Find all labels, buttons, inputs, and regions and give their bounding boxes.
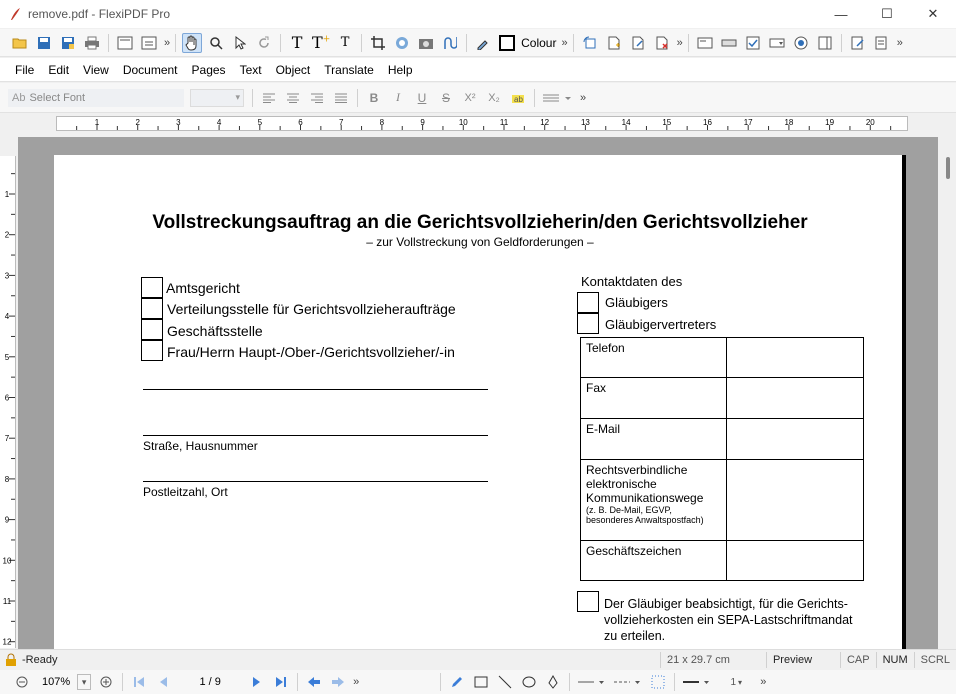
printer-icon	[84, 36, 100, 50]
forward-button[interactable]	[329, 673, 347, 691]
app-logo-icon	[8, 7, 22, 21]
rectangle-tool-button[interactable]	[472, 673, 490, 691]
contact-label-cell[interactable]: E-Mail	[581, 419, 727, 460]
ruler-label: 4	[4, 312, 10, 322]
main-toolbar	[0, 29, 956, 57]
next-page-icon	[251, 676, 263, 688]
ruler-label: 12	[540, 118, 550, 127]
folder-open-icon	[12, 36, 28, 50]
ruler-label: 8	[4, 474, 10, 484]
back-arrow-icon	[307, 676, 321, 688]
status-ready: Ready	[25, 653, 58, 666]
eyedropper-icon	[476, 36, 490, 50]
image-icon	[394, 36, 410, 50]
align-center-button[interactable]	[283, 88, 303, 108]
highlight-button[interactable]	[508, 88, 528, 108]
previous-page-icon	[157, 676, 169, 688]
glaeubiger-label[interactable]: Gläubigers	[605, 295, 668, 310]
ruler-label: 12	[2, 637, 12, 647]
text-tool-button[interactable]	[287, 33, 307, 53]
zoom-out-button[interactable]	[13, 673, 31, 691]
toolbar-overflow[interactable]: »	[561, 36, 566, 49]
form-button-button[interactable]	[719, 33, 739, 53]
form-button-icon	[721, 36, 737, 50]
format-toolbar	[0, 83, 956, 113]
grid-tool-button[interactable]	[649, 673, 667, 691]
menu-text[interactable]: Text	[239, 62, 262, 77]
menu-bar	[0, 58, 956, 82]
strikethrough-button[interactable]	[436, 88, 456, 108]
contact-value-cell[interactable]	[727, 338, 864, 378]
highlight-icon	[510, 91, 526, 105]
glaeubigervertreter-label[interactable]: Gläubigervertreters	[605, 317, 717, 332]
chevron-down-icon: ▾	[235, 92, 240, 102]
zoom-in-icon	[100, 676, 112, 688]
hand-icon	[185, 35, 199, 51]
form-text-field-icon	[697, 36, 713, 50]
street-line[interactable]	[143, 435, 488, 436]
ruler-label: 8	[379, 118, 385, 127]
toolbar-separator	[569, 673, 570, 691]
magnifier-icon	[209, 36, 223, 50]
save-icon	[37, 36, 51, 50]
status-bar	[0, 649, 956, 669]
vertical-ruler	[0, 156, 16, 648]
save-as-icon	[61, 36, 75, 50]
sepa-text-line-1[interactable]: Der Gläubiger beabsichtigt, für die Gerichts-	[604, 597, 848, 611]
form-radio-icon	[794, 36, 808, 50]
zoom-dropdown[interactable]	[77, 674, 91, 690]
page-add-icon	[607, 36, 621, 50]
eyedropper-button[interactable]	[473, 33, 493, 53]
ruler-label: 14	[621, 118, 631, 127]
sepa-checkbox[interactable]	[577, 591, 599, 612]
align-left-icon	[263, 93, 275, 103]
crop-tool-button[interactable]	[368, 33, 388, 53]
menu-document[interactable]: Document	[122, 62, 178, 77]
ruler-label: 4	[216, 118, 222, 127]
pencil-icon	[450, 675, 464, 689]
menu-file[interactable]: File	[15, 62, 35, 77]
page-indicator[interactable]: 1 / 9	[199, 676, 221, 688]
ruler-label: 10	[458, 118, 468, 127]
align-left-button[interactable]	[259, 88, 279, 108]
line-width-value: 1	[730, 676, 737, 688]
toolbar-separator	[841, 34, 842, 52]
text-add-icon: T+	[312, 33, 331, 52]
line-spacing-button[interactable]	[541, 88, 575, 108]
dash-style-select[interactable]	[613, 673, 643, 691]
line-cap-select[interactable]	[682, 673, 712, 691]
form-dropdown-icon	[769, 36, 785, 50]
minimize-button[interactable]	[818, 0, 864, 28]
pdf-page[interactable]	[54, 155, 906, 649]
delete-page-button[interactable]	[652, 33, 672, 53]
ruler-label: 5	[257, 118, 263, 127]
zoom-in-button[interactable]	[97, 673, 115, 691]
ruler-label: 10	[2, 556, 12, 566]
page-rotate-icon	[583, 36, 597, 50]
verteilungsstelle-label[interactable]: Verteilungsstelle für Gerichtsvollzieheraufträge	[167, 301, 456, 317]
line-spacing-icon	[543, 93, 573, 103]
contact-value-cell[interactable]	[727, 378, 864, 419]
form-text-field-button[interactable]	[695, 33, 715, 53]
next-page-button[interactable]	[248, 673, 266, 691]
ruler-label: 2	[135, 118, 140, 127]
toolbar-separator	[440, 673, 441, 691]
dash-style-icon	[614, 678, 642, 686]
zoom-level[interactable]: 107%	[42, 676, 71, 688]
amtsgericht-checkbox[interactable]	[141, 277, 163, 298]
contact-label-cell[interactable]	[581, 460, 727, 541]
contact-label-cell[interactable]: Geschäftszeichen	[581, 541, 727, 581]
ruler-label: 13	[580, 118, 590, 127]
line-width-select[interactable]	[718, 673, 754, 691]
ruler-label: 7	[4, 434, 10, 444]
toolbar-overflow[interactable]: »	[353, 676, 358, 688]
superscript-button[interactable]	[460, 88, 480, 108]
toolbar-overflow[interactable]: »	[580, 91, 585, 104]
contact-label-cell[interactable]: Fax	[581, 378, 727, 419]
align-center-icon	[287, 93, 299, 103]
link-tool-button[interactable]	[440, 33, 460, 53]
bold-button[interactable]	[364, 88, 384, 108]
ruler-label: 2	[4, 230, 10, 240]
document-properties-icon	[117, 36, 133, 50]
pen-tool-button[interactable]	[544, 673, 562, 691]
view-options-button[interactable]	[139, 33, 159, 53]
name-line[interactable]	[143, 389, 488, 390]
minimize-icon: —	[834, 6, 848, 22]
document-subtitle[interactable]: – zur Vollstreckung von Geldforderungen –	[366, 235, 594, 249]
add-text-button[interactable]	[311, 33, 331, 53]
toolbar-separator	[534, 89, 535, 107]
page-rotate-button[interactable]	[580, 33, 600, 53]
bold-icon: B	[369, 90, 379, 105]
crop-icon	[371, 36, 385, 50]
ruler-label: 15	[662, 118, 672, 127]
zoom-out-icon	[16, 676, 28, 688]
camera-icon	[418, 36, 434, 50]
subscript-button[interactable]	[484, 88, 504, 108]
table-row	[581, 378, 864, 419]
page-edit-icon	[631, 36, 645, 50]
italic-icon: I	[396, 90, 400, 104]
font-prefix: Ab	[12, 91, 26, 104]
select-tool-button[interactable]	[230, 33, 250, 53]
ruler-label: 6	[298, 118, 303, 127]
svg-text:ab: ab	[514, 94, 523, 104]
rectangle-icon	[474, 676, 488, 688]
navigation-bar	[0, 670, 956, 694]
menu-translate[interactable]: Translate	[324, 62, 374, 77]
ruler-label: 20	[865, 118, 875, 127]
glaeubigervertreter-checkbox[interactable]	[577, 313, 599, 334]
ruler-label: 19	[825, 118, 835, 127]
table-row	[581, 419, 864, 460]
communication-label: Rechtsverbindliche elektronische Kommunikationswege	[586, 463, 704, 505]
subscript-icon: X₂	[488, 91, 500, 104]
insert-page-button[interactable]	[604, 33, 624, 53]
snapshot-button[interactable]	[416, 33, 436, 53]
vertical-text-icon: T	[340, 35, 350, 50]
toolbar-separator	[108, 34, 109, 52]
gerichtsvollzieher-checkbox[interactable]	[141, 340, 163, 361]
font-select[interactable]	[8, 89, 184, 107]
caps-lock-indicator: CAP	[840, 652, 876, 668]
contact-value-cell[interactable]	[727, 541, 864, 581]
form-edit-button[interactable]	[848, 33, 868, 53]
cursor-arrow-icon	[234, 36, 246, 50]
line-cap-icon	[683, 678, 711, 686]
italic-button[interactable]	[388, 88, 408, 108]
ruler-label: 3	[176, 118, 181, 127]
ruler-label: 1	[94, 118, 100, 127]
colour-swatch-icon	[499, 35, 515, 51]
strikethrough-icon: S	[441, 90, 450, 105]
toolbar-separator	[280, 34, 281, 52]
last-page-icon	[275, 676, 287, 688]
ellipse-tool-button[interactable]	[520, 673, 538, 691]
curve-link-icon	[443, 36, 457, 50]
image-tool-button[interactable]	[392, 33, 412, 53]
title-bar	[0, 0, 956, 28]
ruler-label: 17	[743, 118, 753, 127]
toolbar-separator	[674, 673, 675, 691]
menu-help[interactable]: Help	[387, 62, 413, 77]
colour-swatch[interactable]	[497, 33, 517, 53]
sepa-text-line-2[interactable]: vollzieherkosten ein SEPA-Lastschriftmandat	[604, 613, 853, 627]
toolbar-overflow[interactable]: »	[760, 676, 765, 688]
horizontal-ruler	[56, 116, 908, 131]
rotate-icon	[257, 36, 271, 50]
toolbar-separator	[357, 89, 358, 107]
align-right-icon	[311, 93, 323, 103]
city-label[interactable]: Postleitzahl, Ort	[143, 485, 228, 499]
zoom-tool-button[interactable]	[206, 33, 226, 53]
menu-object[interactable]: Object	[275, 62, 311, 77]
pencil-tool-button[interactable]	[448, 673, 466, 691]
page-properties-button[interactable]	[115, 33, 135, 53]
ruler-label: 6	[4, 393, 10, 403]
line-tool-button[interactable]	[496, 673, 514, 691]
ruler-label: 1	[4, 190, 10, 199]
underline-button[interactable]	[412, 88, 432, 108]
num-lock-indicator: NUM	[876, 652, 914, 668]
form-fill-button[interactable]	[872, 33, 892, 53]
last-page-button[interactable]	[272, 673, 290, 691]
contact-value-cell[interactable]	[727, 419, 864, 460]
lock-icon	[4, 653, 18, 667]
toolbar-separator	[688, 34, 689, 52]
previous-page-button[interactable]	[154, 673, 172, 691]
contact-heading[interactable]: Kontaktdaten des	[581, 274, 683, 289]
window-title: remove.pdf - FlexiPDF Pro	[28, 7, 171, 21]
form-edit-icon	[851, 36, 865, 50]
vertical-scrollbar[interactable]	[940, 137, 956, 649]
ruler-label: 11	[2, 597, 12, 606]
toolbar-overflow[interactable]: »	[164, 36, 169, 49]
form-checkbox-icon	[746, 36, 760, 50]
align-justify-button[interactable]	[331, 88, 351, 108]
ruler-label: 11	[499, 118, 509, 127]
mode-indicator: Preview	[766, 652, 840, 668]
form-radio-button[interactable]	[791, 33, 811, 53]
document-canvas[interactable]	[18, 137, 938, 649]
contact-label-cell[interactable]: Telefon	[581, 338, 727, 378]
form-fill-icon	[875, 36, 889, 50]
forward-arrow-icon	[331, 676, 345, 688]
glaeubiger-checkbox[interactable]	[577, 292, 599, 313]
form-listbox-button[interactable]	[815, 33, 835, 53]
print-button[interactable]	[82, 33, 102, 53]
verteilungsstelle-checkbox[interactable]	[141, 298, 163, 319]
vertical-text-button[interactable]	[335, 33, 355, 53]
toolbar-separator	[122, 673, 123, 691]
contact-table	[580, 337, 864, 581]
ruler-label: 7	[338, 118, 344, 127]
form-listbox-icon	[818, 36, 832, 50]
ruler-label: 3	[4, 271, 10, 281]
chevron-down-icon: ▾	[81, 676, 87, 687]
menu-view[interactable]: View	[83, 62, 109, 77]
pen-nib-icon	[547, 675, 559, 689]
table-row	[581, 541, 864, 581]
superscript-icon: X²	[464, 91, 476, 104]
geschaeftsstelle-label[interactable]: Geschäftsstelle	[167, 323, 263, 339]
edit-page-button[interactable]	[628, 33, 648, 53]
align-justify-icon	[335, 93, 347, 103]
amtsgericht-label[interactable]: Amtsgericht	[166, 280, 240, 296]
text-tool-icon: T	[291, 33, 303, 52]
maximize-button[interactable]	[864, 0, 910, 28]
line-style-select[interactable]	[577, 673, 607, 691]
chevron-down-icon: ▾	[738, 677, 743, 687]
close-button[interactable]	[910, 0, 956, 28]
dotted-grid-icon	[651, 675, 665, 689]
status-ready-prefix: -	[22, 653, 26, 666]
save-as-button[interactable]	[58, 33, 78, 53]
street-label[interactable]: Straße, Hausnummer	[143, 439, 258, 453]
ruler-label: 5	[4, 352, 10, 362]
colour-label[interactable]: Colour	[521, 35, 557, 50]
vertical-ruler-scale	[0, 156, 15, 648]
page-delete-icon	[655, 36, 669, 50]
close-icon: ✕	[927, 6, 939, 21]
communication-note: (z. B. De-Mail, EGVP, besonderes Anwaltspostfach)	[586, 505, 704, 525]
horizontal-ruler-scale	[57, 117, 907, 130]
toolbar-separator	[361, 34, 362, 52]
toolbar-separator	[175, 34, 176, 52]
city-line[interactable]	[143, 481, 488, 482]
maximize-icon: ☐	[881, 6, 893, 21]
toolbar-separator	[252, 89, 253, 107]
toolbar-separator	[466, 34, 467, 52]
form-dropdown-button[interactable]	[767, 33, 787, 53]
document-title[interactable]: Vollstreckungsauftrag an die Gerichtsvollzieherin/den Gerichtsvollzieher	[152, 212, 808, 233]
scrollbar-thumb[interactable]	[946, 157, 950, 179]
window-list-icon	[141, 36, 157, 50]
back-button[interactable]	[305, 673, 323, 691]
underline-icon: U	[417, 90, 427, 105]
open-button[interactable]	[10, 33, 30, 53]
line-style-icon	[578, 678, 606, 686]
ruler-label: 9	[4, 515, 10, 525]
geschaeftsstelle-checkbox[interactable]	[141, 319, 163, 340]
font-size-select[interactable]	[190, 89, 244, 107]
ellipse-icon	[522, 676, 536, 688]
scroll-lock-indicator: SCRL	[914, 652, 956, 668]
contact-value-cell[interactable]	[727, 460, 864, 541]
rotate-tool-button[interactable]	[254, 33, 274, 53]
save-button[interactable]	[34, 33, 54, 53]
first-page-button[interactable]	[130, 673, 148, 691]
align-right-button[interactable]	[307, 88, 327, 108]
toolbar-separator	[297, 673, 298, 691]
ruler-label: 9	[420, 118, 425, 127]
first-page-icon	[133, 676, 145, 688]
ruler-label: 18	[784, 118, 794, 127]
line-icon	[498, 675, 512, 689]
table-row	[581, 460, 864, 541]
form-checkbox-button[interactable]	[743, 33, 763, 53]
table-row	[581, 338, 864, 378]
ruler-label: 16	[703, 118, 712, 127]
page-size-indicator: 21 x 29.7 cm	[660, 652, 766, 668]
sepa-text-line-3[interactable]: zu erteilen.	[604, 629, 666, 643]
font-select-placeholder: Select Font	[29, 91, 86, 104]
toolbar-overflow[interactable]: »	[896, 36, 901, 49]
hand-tool-button[interactable]	[182, 33, 202, 53]
menu-pages[interactable]: Pages	[191, 62, 226, 77]
menu-edit[interactable]: Edit	[48, 62, 70, 77]
toolbar-overflow[interactable]: »	[676, 36, 681, 49]
toolbar-separator	[573, 34, 574, 52]
gerichtsvollzieher-label[interactable]: Frau/Herrn Haupt-/Ober-/Gerichtsvollzieher/-in	[167, 344, 455, 360]
